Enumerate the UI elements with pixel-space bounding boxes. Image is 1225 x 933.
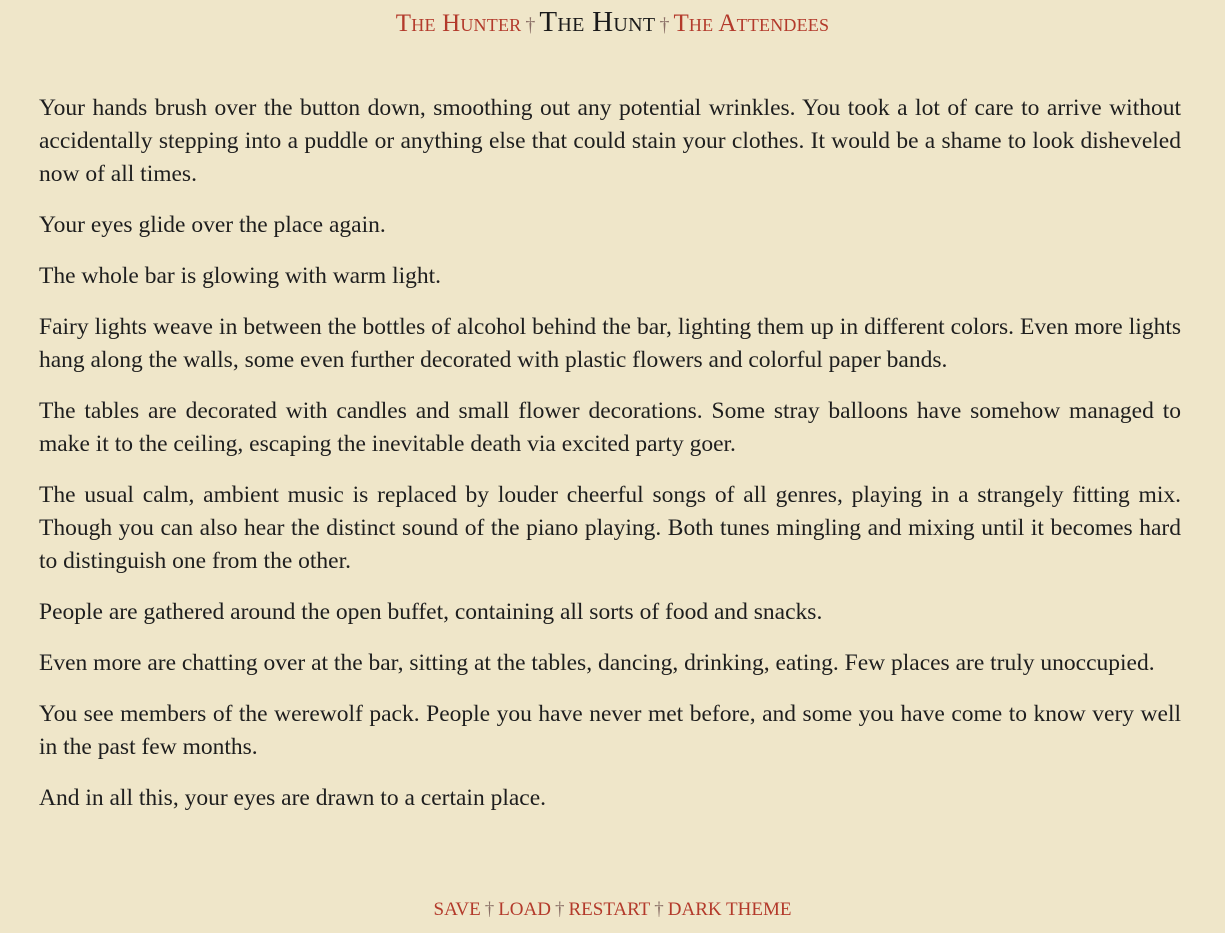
story-paragraph: The tables are decorated with candles and small flower decorations. Some stray balloons have somehow managed to make it to the ceiling, escaping the inevitable death via excited party goer. bbox=[39, 398, 1181, 457]
nav-link-the-attendees[interactable]: The Attendees bbox=[673, 10, 830, 37]
story-paragraph: People are gathered around the open buffet, containing all sorts of food and snacks. bbox=[39, 599, 823, 625]
dagger-separator-icon: † bbox=[554, 899, 565, 920]
story-paragraph: You see members of the werewolf pack. People you have never met before, and some you have come to know very well in the past few months. bbox=[39, 701, 1181, 760]
story-paragraph: The whole bar is glowing with warm light. bbox=[39, 263, 442, 289]
game-menu bbox=[0, 899, 1225, 921]
dagger-separator-icon: † bbox=[659, 14, 670, 36]
dagger-separator-icon: † bbox=[484, 899, 495, 920]
passage-navigation bbox=[0, 6, 1225, 39]
story-paragraph: The usual calm, ambient music is replaced by louder cheerful songs of all genres, playing in a strangely fitting mix. Though you can also hear the distinct sound of the piano playing. Both tunes mingling and mixing until it becomes hard to distinguish one from the other. bbox=[39, 482, 1181, 574]
restart-button[interactable]: RESTART bbox=[568, 899, 651, 920]
dark-theme-toggle[interactable]: DARK THEME bbox=[667, 899, 792, 920]
story-paragraph: Your eyes glide over the place again. bbox=[39, 212, 386, 238]
nav-link-the-hunter[interactable]: The Hunter bbox=[395, 10, 522, 37]
dagger-separator-icon: † bbox=[525, 14, 536, 36]
dagger-separator-icon: † bbox=[654, 899, 664, 920]
load-button[interactable]: LOAD bbox=[498, 899, 551, 920]
story-paragraph: And in all this, your eyes are drawn to a certain place. bbox=[39, 785, 547, 811]
current-passage-title: The Hunt bbox=[539, 6, 656, 38]
story-paragraph: Even more are chatting over at the bar, sitting at the tables, dancing, drinking, eating. Few places are truly unoccupied. bbox=[39, 650, 1155, 676]
save-button[interactable]: SAVE bbox=[433, 899, 481, 920]
story-paragraph: Your hands brush over the button down, smoothing out any potential wrinkles. You took a lot of care to arrive without accidentally stepping into a puddle or anything else that could stain your clothes. It would be a shame to look disheveled now of all times. bbox=[39, 95, 1181, 187]
story-paragraph: Fairy lights weave in between the bottles of alcohol behind the bar, lighting them up in different colors. Even more lights hang along the walls, some even further decorated with plastic flowers and colorful paper bands. bbox=[39, 314, 1181, 373]
story-text bbox=[39, 92, 1181, 833]
